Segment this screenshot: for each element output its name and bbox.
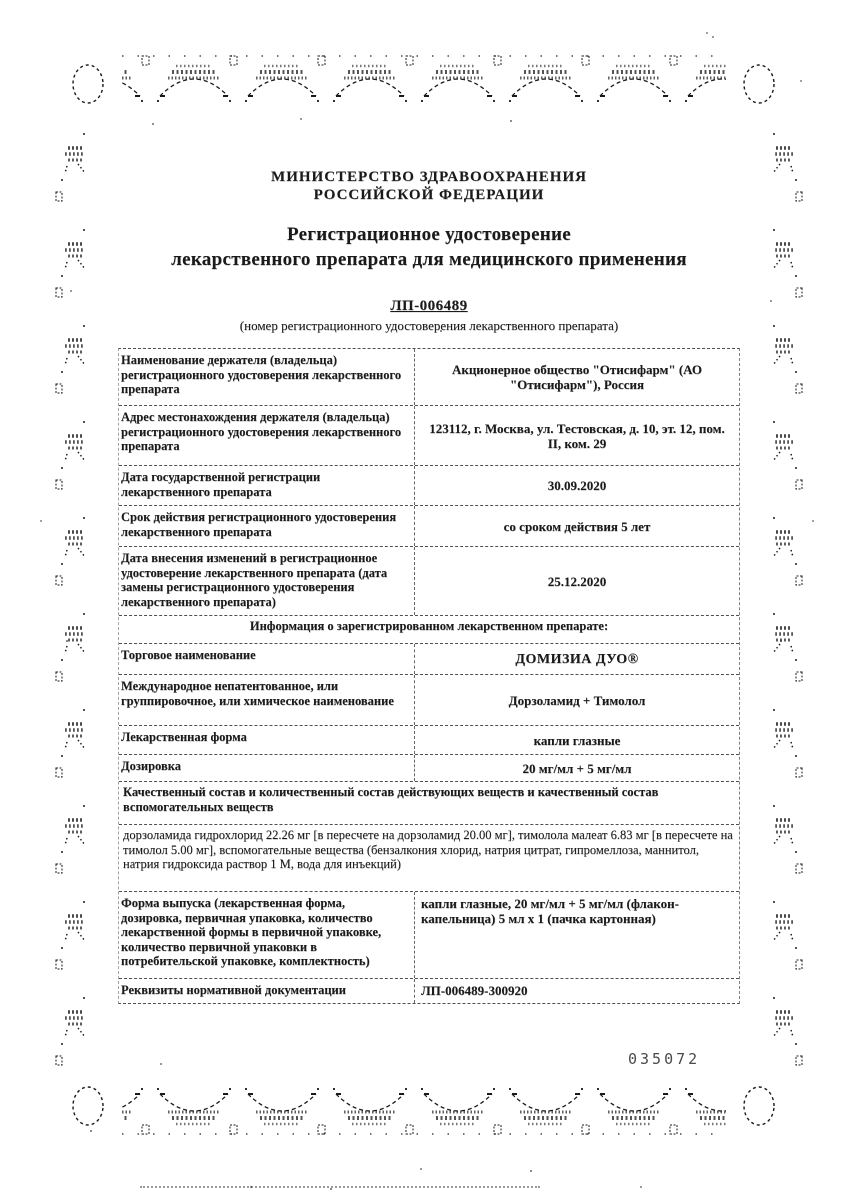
table-row [119,546,739,615]
field-label-normative-docs: Реквизиты нормативной документации [121,983,346,997]
table-row [119,405,739,465]
table-row [119,725,739,754]
field-value-holder-address: 123112, г. Москва, ул. Тестовская, д. 10, эт. 12, пом. II, ком. 29 [414,406,739,465]
document-title-line-1: Регистрационное удостоверение [286,224,572,245]
ministry-line-2: РОССИЙСКОЙ ФЕДЕРАЦИИ [313,187,545,203]
table-row [119,643,739,674]
field-label-inn-name: Международное непатентованное, или группировочное, или химическое наименование [121,679,394,708]
registration-number: ЛП-006489 [390,298,468,314]
field-value-inn-name: Дорзоламид + Тимолол [414,675,739,725]
scan-artifact-line [140,1186,540,1188]
field-label-release-form: Форма выпуска (лекарственная форма, дозировка, первичная упаковка, количество лекарственной формы в первичной упаковке, количество первичной упаковки в потребительской упаковке, комплектность) [121,896,382,968]
field-value-registration-date: 30.09.2020 [414,466,739,505]
certificate-table [118,348,740,1004]
field-value-trade-name: ДОМИЗИА ДУО® [414,644,739,674]
info-section-header: Информация о зарегистрированном лекарственном препарате: [119,615,739,643]
field-label-amendment-date: Дата внесения изменений в регистрационное удостоверение лекарственного препарата (дата замены регистрационного удостоверения лекарственного препарата) [121,551,388,609]
table-row [119,465,739,505]
table-row [119,978,739,1003]
field-value-release-form: капли глазные, 20 мг/мл + 5 мг/мл (флакон-капельница) 5 мл х 1 (пачка картонная) [414,892,739,978]
table-row [119,505,739,546]
table-row [119,349,739,405]
field-value-dosage-form: капли глазные [414,726,739,754]
field-value-normative-docs: ЛП-006489-300920 [414,979,739,1003]
table-row [119,754,739,781]
table-row [119,891,739,978]
document-title [118,222,740,272]
ornament-border-left-icon [54,122,98,1074]
guilloche-border-top-icon [62,50,786,108]
composition-text: дорзоламида гидрохлорид 22.26 мг [в пересчете на дорзоламид 20.00 мг], тимолола малеат 6.83 мг [в пересчете на тимолол 5.00 мг], вспомогательные вещества (бензалкония хлорид, натрия цитрат, гипромеллоза, маннитол, натрия гидроксида раствор 1 М, вода для инъекций) [119,824,739,891]
field-label-dosage: Дозировка [121,759,181,773]
registration-number-caption: (номер регистрационного удостоверения лекарственного препарата) [239,318,619,333]
field-label-holder-name: Наименование держателя (владельца) регистрационного удостоверения лекарственного препарата [121,353,402,396]
field-label-dosage-form: Лекарственная форма [121,730,247,744]
field-value-dosage: 20 мг/мл + 5 мг/мл [414,755,739,781]
table-row [119,674,739,725]
composition-section-header: Качественный состав и количественный состав действующих веществ и качественный состав вспомогательных веществ [119,781,739,824]
field-label-trade-name: Торговое наименование [121,648,256,662]
ministry-name [118,168,740,204]
ministry-line-1: МИНИСТЕРСТВО ЗДРАВООХРАНЕНИЯ [271,169,587,185]
serial-number: 035072 [628,1050,701,1068]
ornament-border-right-icon [760,122,804,1074]
document-title-line-2: лекарственного препарата для медицинского применения [171,249,687,270]
field-label-holder-address: Адрес местонахождения держателя (владельца) регистрационного удостоверения лекарственного препарата [121,410,402,453]
document-content [118,162,740,1004]
field-value-validity-term: со сроком действия 5 лет [414,506,739,546]
guilloche-border-bottom-icon [62,1082,786,1140]
field-value-holder-name: Акционерное общество "Отисифарм" (АО "Отисифарм"), Россия [414,349,739,405]
scan-noise [0,0,2,2]
field-label-registration-date: Дата государственной регистрации лекарственного препарата [121,470,321,499]
field-value-amendment-date: 25.12.2020 [414,547,739,615]
field-label-validity-term: Срок действия регистрационного удостоверения лекарственного препарата [121,510,397,539]
